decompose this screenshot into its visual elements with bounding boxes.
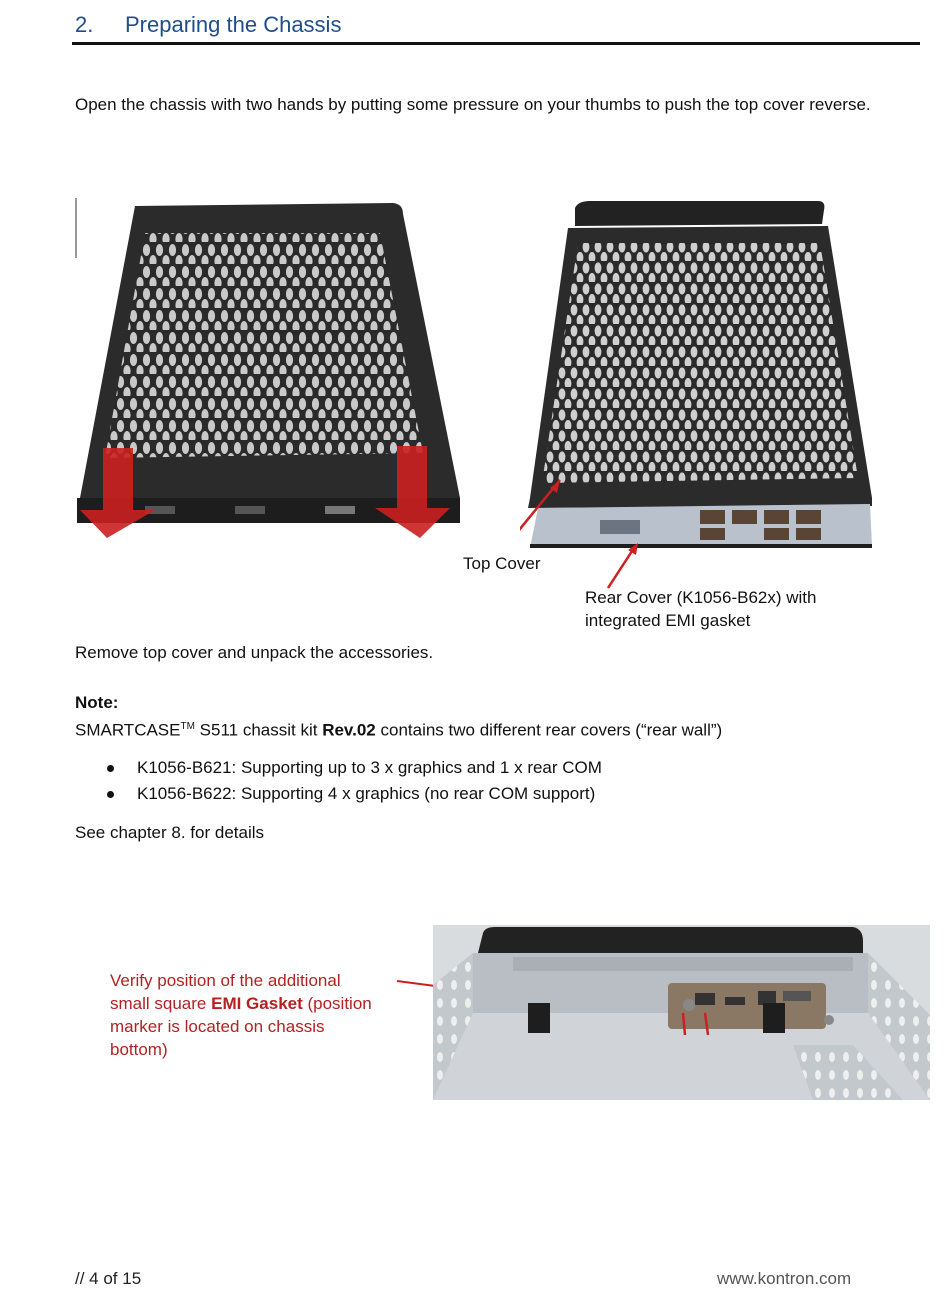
note-rev: Rev.02 [322, 720, 376, 740]
list-item: K1056-B621: Supporting up to 3 x graphics and 1 x rear COM [75, 755, 602, 781]
note-brand: SMARTCASE [75, 720, 181, 740]
section-title: Preparing the Chassis [125, 12, 342, 37]
page-number: // 4 of 15 [75, 1269, 142, 1288]
note-text [75, 715, 722, 743]
chassis-interior-photo [433, 925, 930, 1100]
chassis-open-photo [520, 198, 880, 558]
emi-callout-line2-after: (position [302, 994, 372, 1013]
see-chapter-paragraph: See chapter 8. for details [75, 823, 265, 842]
emi-callout-line2-before: small square [110, 994, 212, 1013]
emi-callout-bold: EMI Gasket [211, 994, 303, 1013]
rear-cover-label-line1: Rear Cover (K1056-B62x) with [585, 588, 817, 607]
remove-cover-paragraph: Remove top cover and unpack the accessories. [75, 643, 434, 662]
section-number: 2. [75, 12, 94, 37]
intro-paragraph: Open the chassis with two hands by putting some pressure on your thumbs to push the top cover reverse. [75, 95, 871, 114]
rear-cover-label-line2: integrated EMI gasket [585, 611, 751, 630]
heading-rule [72, 42, 920, 45]
note-text-after: contains two different rear covers (“rear wall”) [375, 720, 723, 740]
emi-callout-line3: marker is located on chassis [110, 1017, 325, 1036]
note-label: Note: [75, 693, 119, 712]
top-cover-label: Top Cover [463, 554, 541, 573]
emi-callout-line4: bottom) [110, 1040, 168, 1059]
emi-callout-line1: Verify position of the additional [110, 971, 341, 990]
rear-cover-arrow [600, 540, 650, 590]
chassis-closed-photo [75, 198, 465, 543]
section-heading [75, 12, 341, 38]
rear-cover-list [75, 755, 602, 807]
note-text-before: S511 chassit kit [194, 720, 323, 740]
emi-gasket-callout [110, 969, 400, 1061]
emi-callout-line2 [110, 992, 400, 1015]
list-item: K1056-B622: Supporting 4 x graphics (no rear COM support) [75, 781, 602, 807]
note-brand-sup: TM [180, 721, 195, 732]
footer-url[interactable]: www.kontron.com [717, 1269, 852, 1288]
